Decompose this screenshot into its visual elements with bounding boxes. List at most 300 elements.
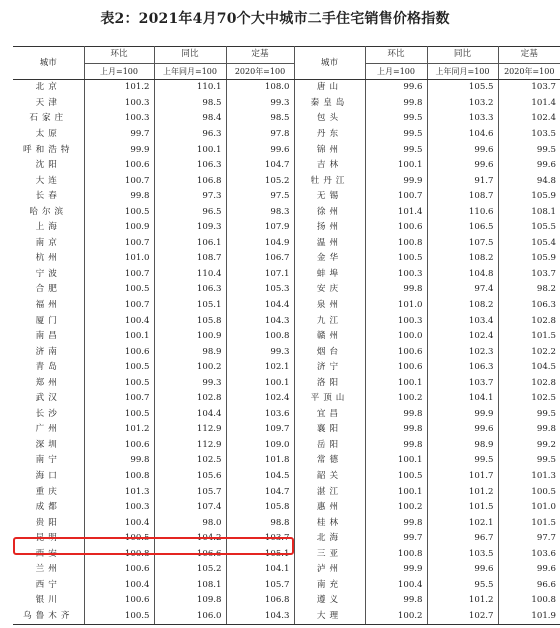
city-name-left: 石家庄: [29, 113, 68, 124]
city-name-right: 桂林: [294, 515, 365, 531]
mom-value-left: 101.3: [84, 484, 154, 500]
mom-value-right: 100.2: [365, 609, 427, 625]
city-name-right: 襄阳: [294, 422, 365, 438]
mom-value-right: 100.1: [365, 158, 427, 174]
base-value-right: 106.3: [498, 298, 560, 314]
base-value-right: 105.4: [498, 236, 560, 252]
base-value-left: 103.6: [226, 407, 294, 423]
mom-value-right: 100.2: [365, 391, 427, 407]
base-value-right: 96.6: [498, 578, 560, 594]
base-value-right: 103.6: [498, 547, 560, 563]
yoy-value-right: 91.7: [427, 173, 498, 189]
yoy-value-right: 99.6: [427, 142, 498, 158]
base-value-right: 108.1: [498, 204, 560, 220]
city-name-right: 赣州: [294, 329, 365, 345]
base-value-left: 97.8: [226, 127, 294, 143]
city-name-right: 常德: [294, 453, 365, 469]
city-name-left: 海口: [35, 471, 61, 482]
mom-value-left: 99.9: [84, 142, 154, 158]
mom-value-left: 100.5: [84, 531, 154, 547]
city-name-right: 惠州: [294, 500, 365, 516]
base-value-right: 102.8: [498, 313, 560, 329]
mom-value-left: 100.5: [84, 407, 154, 423]
base-value-left: 101.8: [226, 453, 294, 469]
mom-value-right: 99.8: [365, 422, 427, 438]
yoy-value-right: 110.6: [427, 204, 498, 220]
city-name-left: 厦门: [35, 315, 61, 326]
city-name-right: 吉林: [294, 158, 365, 174]
mom-value-left: 100.7: [84, 173, 154, 189]
yoy-value-left: 106.3: [154, 282, 226, 298]
base-value-right: 99.2: [498, 438, 560, 454]
mom-column-header-right: 环比: [365, 47, 427, 64]
table-row: [13, 469, 560, 485]
table-row: [13, 158, 560, 174]
city-name-left: 贵阳: [35, 517, 61, 528]
mom-value-left: 100.9: [84, 220, 154, 236]
yoy-value-left: 100.1: [154, 142, 226, 158]
mom-value-left: 100.4: [84, 578, 154, 594]
mom-value-left: 100.6: [84, 438, 154, 454]
base-value-left: 98.8: [226, 515, 294, 531]
yoy-value-left: 102.5: [154, 453, 226, 469]
mom-value-right: 99.8: [365, 515, 427, 531]
base-value-left: 98.3: [226, 204, 294, 220]
base-value-left: 99.3: [226, 344, 294, 360]
yoy-value-right: 102.7: [427, 609, 498, 625]
city-name-right: 金华: [294, 251, 365, 267]
yoy-value-left: 104.2: [154, 531, 226, 547]
table-row: [13, 251, 560, 267]
table-row: [13, 204, 560, 220]
highlight-box-xian: [13, 537, 294, 555]
yoy-value-left: 99.3: [154, 375, 226, 391]
yoy-value-left: 105.1: [154, 298, 226, 314]
city-name-left: 昆明: [35, 533, 61, 544]
mom-value-left: 100.4: [84, 515, 154, 531]
base-value-right: 101.5: [498, 515, 560, 531]
mom-subheader: 上月=100: [84, 63, 154, 80]
city-name-right: 无锡: [294, 189, 365, 205]
table-row: [13, 220, 560, 236]
base-value-right: 101.0: [498, 500, 560, 516]
city-name-right: 包头: [294, 111, 365, 127]
city-name-right: 扬州: [294, 220, 365, 236]
table-row: [13, 422, 560, 438]
table-row: [13, 80, 560, 96]
base-value-left: 104.3: [226, 313, 294, 329]
mom-value-left: 100.7: [84, 267, 154, 283]
mom-value-left: 99.8: [84, 189, 154, 205]
mom-value-right: 99.5: [365, 111, 427, 127]
base-value-left: 105.3: [226, 282, 294, 298]
base-value-left: 99.6: [226, 142, 294, 158]
table-row: [13, 562, 560, 578]
yoy-value-right: 103.7: [427, 375, 498, 391]
yoy-value-left: 109.8: [154, 593, 226, 609]
mom-value-right: 99.9: [365, 562, 427, 578]
yoy-value-right: 101.2: [427, 484, 498, 500]
base-value-right: 99.5: [498, 407, 560, 423]
mom-value-left: 100.5: [84, 282, 154, 298]
mom-value-left: 100.3: [84, 96, 154, 112]
city-name-right: 九江: [294, 313, 365, 329]
mom-value-right: 99.9: [365, 173, 427, 189]
base-value-right: 97.7: [498, 531, 560, 547]
yoy-value-left: 98.4: [154, 111, 226, 127]
city-name-left: 杭州: [35, 253, 61, 264]
yoy-value-right: 102.1: [427, 515, 498, 531]
base-value-left: 104.4: [226, 298, 294, 314]
yoy-value-left: 105.8: [154, 313, 226, 329]
city-name-left: 太原: [35, 129, 61, 139]
base-value-right: 94.8: [498, 173, 560, 189]
mom-value-right: 100.8: [365, 236, 427, 252]
mom-value-right: 100.4: [365, 578, 427, 594]
mom-value-right: 99.8: [365, 438, 427, 454]
mom-value-right: 100.6: [365, 344, 427, 360]
mom-value-right: 100.6: [365, 220, 427, 236]
base-value-right: 101.3: [498, 469, 560, 485]
table-row: [13, 391, 560, 407]
table-row: [13, 484, 560, 500]
base-value-right: 101.9: [498, 609, 560, 625]
mom-value-right: 100.5: [365, 251, 427, 267]
mom-value-right: 100.5: [365, 469, 427, 485]
table-row: [13, 298, 560, 314]
yoy-column-header-right: 同比: [427, 47, 498, 64]
yoy-value-left: 108.1: [154, 578, 226, 594]
yoy-value-right: 103.3: [427, 111, 498, 127]
mom-value-right: 99.7: [365, 531, 427, 547]
city-name-left: 合肥: [35, 284, 61, 295]
base-value-left: 104.3: [226, 609, 294, 625]
yoy-value-left: 104.4: [154, 407, 226, 423]
table-row: [13, 344, 560, 360]
base-value-left: 102.4: [226, 391, 294, 407]
city-name-right: 锦州: [294, 142, 365, 158]
table-row: [13, 609, 560, 625]
yoy-value-left: 106.6: [154, 547, 226, 563]
header-row-top: [13, 47, 560, 64]
city-name-left: 乌鲁木齐: [13, 609, 84, 625]
city-name-left: 长沙: [35, 408, 61, 419]
city-name-right: 大理: [294, 609, 365, 625]
city-name-left: 大连: [35, 175, 61, 186]
yoy-value-right: 102.4: [427, 329, 498, 345]
mom-value-right: 100.1: [365, 375, 427, 391]
base-value-right: 100.5: [498, 484, 560, 500]
city-name-left: 哈尔滨: [29, 206, 68, 217]
yoy-value-left: 106.3: [154, 158, 226, 174]
yoy-value-left: 97.3: [154, 189, 226, 205]
mom-value-left: 100.7: [84, 298, 154, 314]
city-name-left: 天津: [35, 97, 61, 108]
city-name-right: 烟台: [294, 344, 365, 360]
base-value-right: 105.5: [498, 220, 560, 236]
yoy-value-right: 99.5: [427, 453, 498, 469]
base-value-left: 103.7: [226, 531, 294, 547]
city-name-left: 银川: [35, 595, 61, 606]
yoy-value-right: 108.7: [427, 189, 498, 205]
yoy-value-left: 96.5: [154, 204, 226, 220]
yoy-value-left: 106.1: [154, 236, 226, 252]
yoy-value-left: 96.3: [154, 127, 226, 143]
city-name-right: 唐山: [294, 80, 365, 96]
mom-value-right: 100.3: [365, 313, 427, 329]
city-column-header: 城市: [13, 47, 84, 80]
table-row: [13, 111, 560, 127]
city-name-left: 北京: [35, 82, 61, 93]
city-column-header-right: 城市: [294, 47, 365, 80]
base-value-left: 104.9: [226, 236, 294, 252]
city-name-left: 南京: [35, 237, 61, 248]
city-name-right: 北海: [294, 531, 365, 547]
base-subheader: 2020年=100: [226, 63, 294, 80]
mom-value-left: 100.6: [84, 593, 154, 609]
table-row: [13, 173, 560, 189]
yoy-value-left: 112.9: [154, 422, 226, 438]
table-row: [13, 500, 560, 516]
city-name-left: 呼和浩特: [23, 144, 74, 155]
base-value-right: 99.8: [498, 422, 560, 438]
mom-value-left: 100.7: [84, 391, 154, 407]
mom-value-left: 100.3: [84, 500, 154, 516]
table-row: [13, 127, 560, 143]
yoy-value-left: 100.2: [154, 360, 226, 376]
base-value-left: 99.3: [226, 96, 294, 112]
mom-value-left: 99.8: [84, 453, 154, 469]
base-value-left: 107.1: [226, 267, 294, 283]
mom-value-right: 100.2: [365, 500, 427, 516]
base-value-left: 105.1: [226, 547, 294, 563]
yoy-value-right: 101.2: [427, 593, 498, 609]
base-value-left: 108.0: [226, 80, 294, 96]
city-name-right: 平顶山: [294, 391, 365, 407]
yoy-value-right: 104.1: [427, 391, 498, 407]
yoy-subheader: 上年同月=100: [154, 63, 226, 80]
mom-value-left: 100.5: [84, 204, 154, 220]
yoy-value-right: 107.5: [427, 236, 498, 252]
yoy-value-left: 106.8: [154, 173, 226, 189]
base-value-right: 101.4: [498, 96, 560, 112]
city-name-right: 徐州: [294, 204, 365, 220]
mom-value-left: 100.4: [84, 313, 154, 329]
yoy-value-left: 98.5: [154, 96, 226, 112]
yoy-value-left: 109.3: [154, 220, 226, 236]
city-name-right: 秦皇岛: [294, 96, 365, 112]
base-value-left: 109.7: [226, 422, 294, 438]
yoy-value-right: 101.7: [427, 469, 498, 485]
mom-value-left: 101.2: [84, 422, 154, 438]
city-name-left: 福州: [35, 300, 61, 311]
table-row: [13, 282, 560, 298]
base-value-left: 104.5: [226, 469, 294, 485]
mom-value-left: 100.5: [84, 609, 154, 625]
base-value-right: 102.5: [498, 391, 560, 407]
yoy-value-right: 106.5: [427, 220, 498, 236]
base-value-left: 106.8: [226, 593, 294, 609]
yoy-value-right: 98.9: [427, 438, 498, 454]
table-row: [13, 142, 560, 158]
base-value-left: 97.5: [226, 189, 294, 205]
yoy-value-left: 108.7: [154, 251, 226, 267]
table-row: [13, 515, 560, 531]
yoy-subheader-right: 上年同月=100: [427, 63, 498, 80]
yoy-value-left: 102.8: [154, 391, 226, 407]
table-row: [13, 189, 560, 205]
mom-value-right: 99.5: [365, 142, 427, 158]
yoy-value-right: 108.2: [427, 298, 498, 314]
mom-value-left: 100.6: [84, 158, 154, 174]
yoy-value-right: 99.6: [427, 562, 498, 578]
base-value-right: 98.2: [498, 282, 560, 298]
yoy-value-right: 104.8: [427, 267, 498, 283]
yoy-value-right: 103.5: [427, 547, 498, 563]
city-name-left: 长春: [35, 191, 61, 202]
yoy-value-right: 102.3: [427, 344, 498, 360]
city-name-right: 丹东: [294, 127, 365, 143]
yoy-value-right: 104.6: [427, 127, 498, 143]
mom-value-right: 100.8: [365, 547, 427, 563]
base-value-left: 106.7: [226, 251, 294, 267]
yoy-value-left: 105.7: [154, 484, 226, 500]
city-name-right: 温州: [294, 236, 365, 252]
city-name-left: 重庆: [35, 486, 61, 497]
mom-value-left: 101.2: [84, 80, 154, 96]
city-name-right: 湛江: [294, 484, 365, 500]
mom-value-right: 100.3: [365, 267, 427, 283]
yoy-value-right: 99.9: [427, 407, 498, 423]
city-name-right: 蚌埠: [294, 267, 365, 283]
city-name-right: 泉州: [294, 298, 365, 314]
city-name-left: 宁波: [35, 268, 61, 279]
yoy-value-right: 101.5: [427, 500, 498, 516]
base-value-right: 105.9: [498, 251, 560, 267]
yoy-value-right: 99.6: [427, 422, 498, 438]
table-row: [13, 593, 560, 609]
city-name-left: 成都: [35, 502, 61, 513]
table-row: [13, 267, 560, 283]
yoy-value-right: 103.4: [427, 313, 498, 329]
base-value-left: 104.7: [226, 484, 294, 500]
table-row: [13, 407, 560, 423]
table-row: [13, 438, 560, 454]
base-value-right: 99.5: [498, 142, 560, 158]
page-title: 表2：2021年4月70个大中城市二手住宅销售价格指数: [100, 11, 450, 27]
city-name-right: 三亚: [294, 547, 365, 563]
base-column-header-right: 定基: [498, 47, 560, 64]
base-subheader-right: 2020年=100: [498, 63, 560, 80]
city-name-right: 岳阳: [294, 438, 365, 454]
yoy-value-right: 108.2: [427, 251, 498, 267]
mom-value-right: 100.1: [365, 453, 427, 469]
base-value-right: 103.7: [498, 80, 560, 96]
mom-value-right: 99.5: [365, 127, 427, 143]
city-name-right: 济宁: [294, 360, 365, 376]
city-name-left: 沈阳: [35, 160, 61, 171]
base-value-left: 105.8: [226, 500, 294, 516]
table-row: [13, 578, 560, 594]
city-name-left: 武汉: [35, 393, 61, 404]
city-name-left: 兰州: [35, 564, 61, 575]
city-name-left: 西安: [35, 548, 61, 559]
yoy-value-right: 97.4: [427, 282, 498, 298]
yoy-value-left: 112.9: [154, 438, 226, 454]
base-value-left: 100.8: [226, 329, 294, 345]
mom-value-right: 100.7: [365, 189, 427, 205]
mom-value-left: 100.5: [84, 375, 154, 391]
yoy-value-left: 100.9: [154, 329, 226, 345]
base-value-left: 107.9: [226, 220, 294, 236]
mom-value-right: 99.8: [365, 593, 427, 609]
base-value-right: 102.8: [498, 375, 560, 391]
base-value-right: 103.5: [498, 127, 560, 143]
mom-value-left: 100.8: [84, 469, 154, 485]
base-value-right: 99.6: [498, 158, 560, 174]
mom-value-left: 100.3: [84, 111, 154, 127]
mom-value-left: 100.6: [84, 562, 154, 578]
city-name-right: 韶关: [294, 469, 365, 485]
base-value-right: 100.8: [498, 593, 560, 609]
city-name-right: 安庆: [294, 282, 365, 298]
mom-value-left: 99.7: [84, 127, 154, 143]
base-value-right: 99.5: [498, 453, 560, 469]
city-name-left: 青岛: [35, 362, 61, 373]
base-value-right: 102.4: [498, 111, 560, 127]
base-column-header: 定基: [226, 47, 294, 64]
table-row: [13, 313, 560, 329]
mom-value-right: 100.0: [365, 329, 427, 345]
yoy-value-right: 99.6: [427, 158, 498, 174]
base-value-right: 101.5: [498, 329, 560, 345]
yoy-value-left: 98.9: [154, 344, 226, 360]
mom-value-left: 100.6: [84, 344, 154, 360]
mom-value-left: 100.5: [84, 360, 154, 376]
base-value-left: 105.7: [226, 578, 294, 594]
yoy-value-left: 110.1: [154, 80, 226, 96]
mom-value-right: 99.6: [365, 80, 427, 96]
base-value-right: 105.9: [498, 189, 560, 205]
city-name-right: 遵义: [294, 593, 365, 609]
base-value-left: 105.2: [226, 173, 294, 189]
base-value-right: 104.5: [498, 360, 560, 376]
city-name-left: 南昌: [35, 331, 61, 342]
table-row: [13, 96, 560, 112]
yoy-value-right: 106.3: [427, 360, 498, 376]
mom-value-right: 99.8: [365, 407, 427, 423]
base-value-left: 104.7: [226, 158, 294, 174]
mom-value-left: 101.0: [84, 251, 154, 267]
yoy-value-left: 105.6: [154, 469, 226, 485]
mom-subheader-right: 上月=100: [365, 63, 427, 80]
table-row: [13, 453, 560, 469]
mom-value-left: 100.8: [84, 547, 154, 563]
city-name-left: 郑州: [35, 377, 61, 388]
table-row: [13, 375, 560, 391]
yoy-column-header: 同比: [154, 47, 226, 64]
mom-column-header: 环比: [84, 47, 154, 64]
mom-value-left: 100.1: [84, 329, 154, 345]
mom-value-right: 100.6: [365, 360, 427, 376]
mom-value-right: 100.1: [365, 484, 427, 500]
base-value-left: 100.1: [226, 375, 294, 391]
yoy-value-left: 106.0: [154, 609, 226, 625]
mom-value-right: 101.0: [365, 298, 427, 314]
table-row: [13, 360, 560, 376]
mom-value-left: 100.7: [84, 236, 154, 252]
base-value-left: 98.5: [226, 111, 294, 127]
